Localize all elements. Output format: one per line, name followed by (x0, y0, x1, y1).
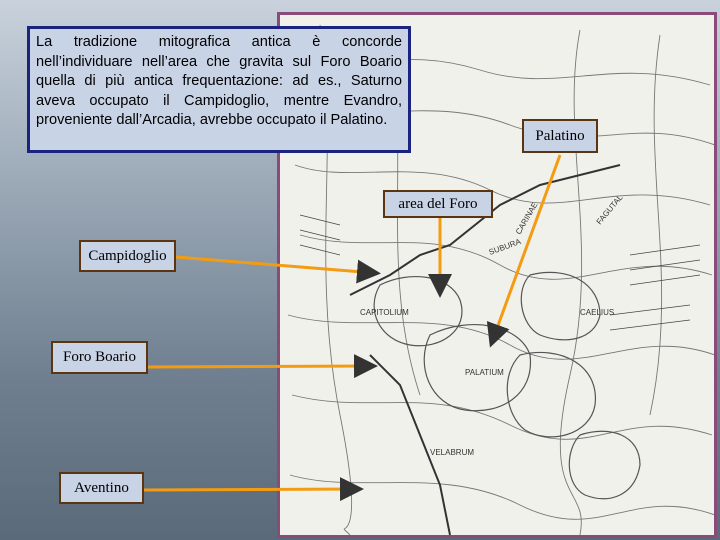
map-text-velabrum: VELABRUM (430, 448, 475, 457)
label-campidoglio: Campidoglio (79, 240, 176, 272)
label-palatino: Palatino (522, 119, 598, 153)
label-foro-boario: Foro Boario (51, 341, 148, 374)
map-text-fagutal: FAGUTAL (594, 193, 625, 227)
map-text-subura: SUBURA (487, 237, 523, 257)
map-text-palatium: PALATIUM (465, 368, 504, 377)
intro-text-box: La tradizione mitografica antica è concorde nell’individuare nell’area che gravita sul Foro Boario quella di più antica frequentazione: ad es., Saturno aveva occupato il Campidoglio, mentre Evandro, proveniente dall’Arcadia, avrebbe occupato il Palatino. (27, 26, 411, 153)
map-text-capitolium: CAPITOLIUM (360, 308, 409, 317)
label-area-del-foro: area del Foro (383, 190, 493, 218)
map-text-carinae: CARINAE (513, 200, 540, 236)
map-text-caelius: CAELIUS (580, 308, 615, 317)
label-aventino: Aventino (59, 472, 144, 504)
